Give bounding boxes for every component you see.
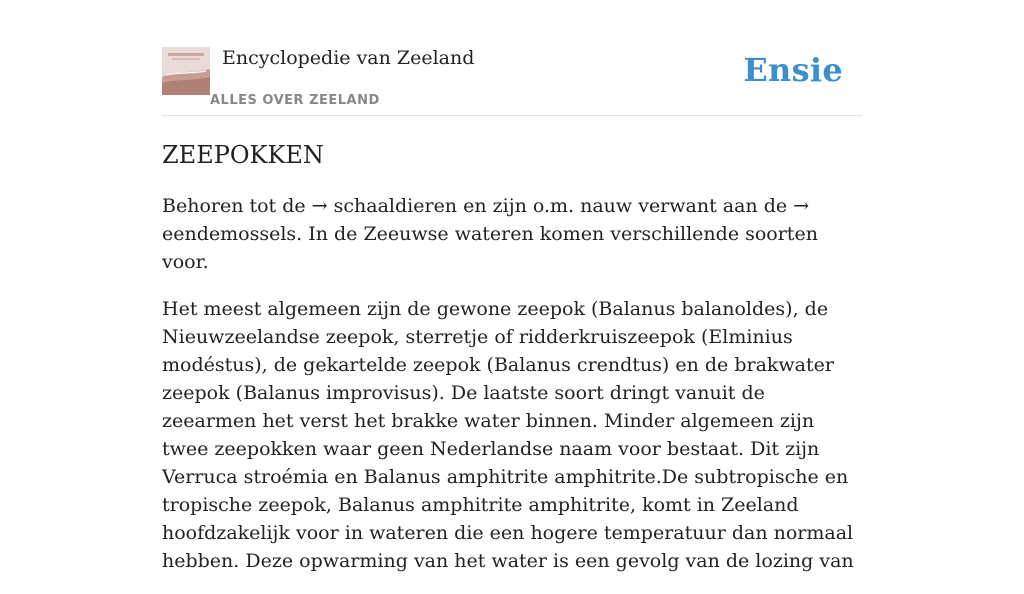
site-avatar[interactable]: [162, 47, 210, 95]
article-body: [162, 192, 862, 594]
article-title: ZEEPOKKEN: [162, 141, 324, 169]
site-subtitle: ALLES OVER ZEELAND: [210, 93, 380, 108]
brand-logo[interactable]: Ensie: [743, 51, 843, 89]
avatar-image-icon: [162, 47, 210, 95]
site-header: [162, 0, 862, 116]
page-container: [162, 0, 862, 572]
article-paragraph: Het meest algemeen zijn de gewone zeepok (Balanus balanoldes), de Nieuwzeelandse zeepok, sterretje of ridderkruiszeepok (Elminius modéstus), de gekartelde zeepok (Balanus crendtus) en de brakwater zeepok (Balanus improvisus). De laatste soort dringt vanuit de zeearmen het verst het brakke water binnen. Minder algemeen zijn twee zeepokken waar geen Nederlandse naam voor bestaat. Dit zijn Verruca stroémia en Balanus amphitrite amphitrite.De subtropische en tropische zeepok, Balanus amphitrite amphitrite, komt in Zeeland hoofdzakelijk voor in wateren die een hogere temperatuur dan normaal hebben. Deze opwarming van het water is een gevolg van de lozing van: [162, 298, 854, 572]
site-title[interactable]: Encyclopedie van Zeeland: [222, 47, 475, 69]
article-paragraph: Behoren tot de → schaaldieren en zijn o.m. nauw verwant aan de → eendemossels. In de Zeeuwse wateren komen verschillende soorten voor.: [162, 195, 818, 273]
